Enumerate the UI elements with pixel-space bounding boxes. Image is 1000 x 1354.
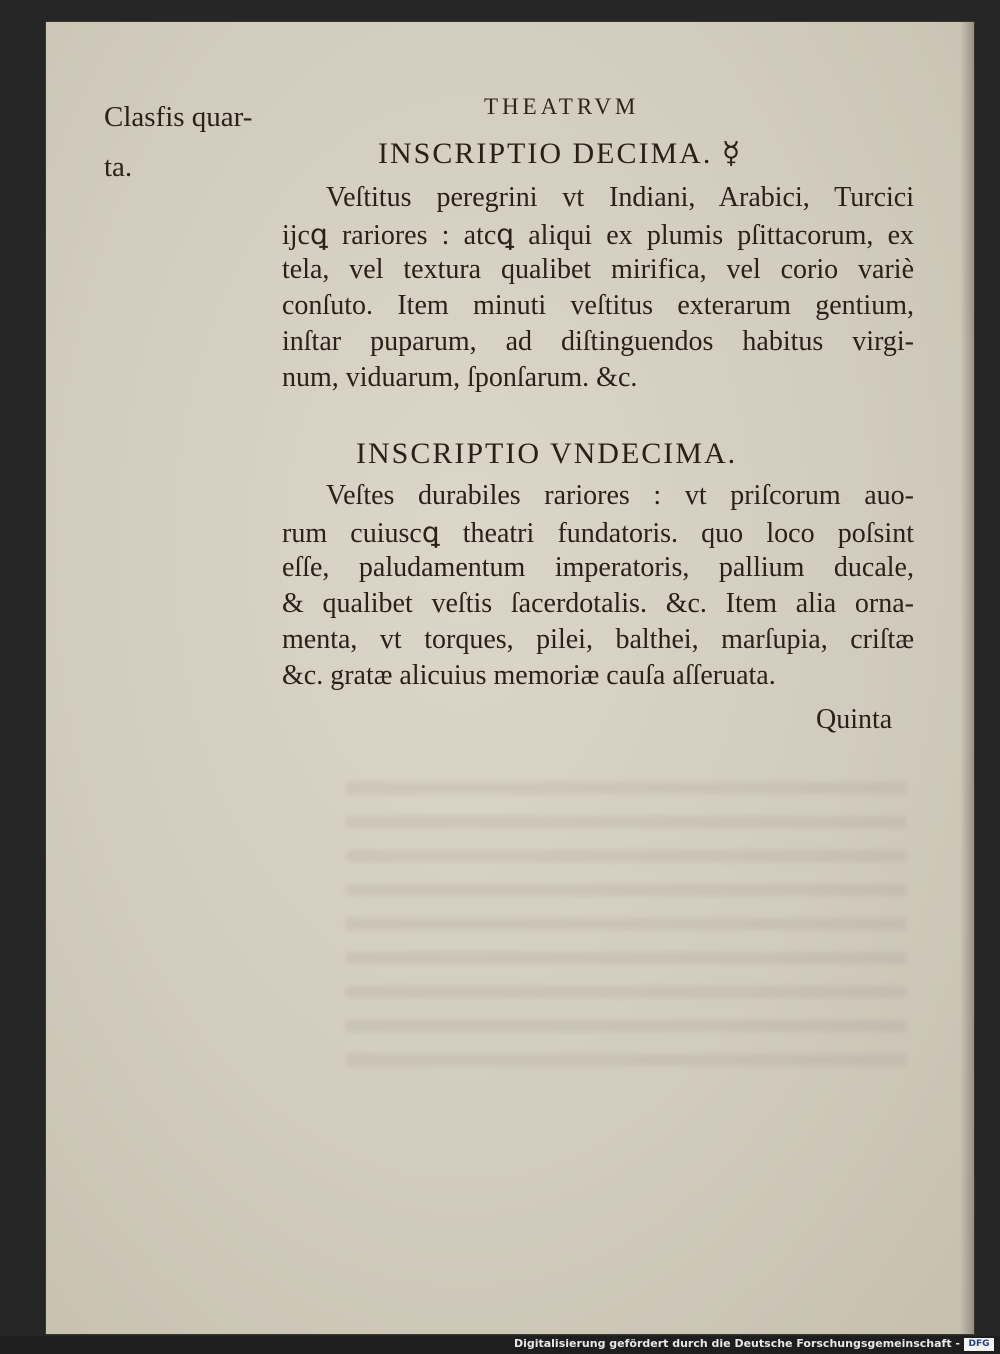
body-line: menta, vt torques, pilei, balthei, marſupia, criſtæ <box>282 624 914 655</box>
book-page <box>46 22 974 1334</box>
body-line: tela, vel textura qualibet mirifica, vel corio variè <box>282 254 914 285</box>
body-line: num, viduarum, ſponſarum. &c. <box>282 362 638 393</box>
body-line: eſſe, paludamentum imperatoris, pallium ducale, <box>282 552 914 583</box>
section-heading-decima: INSCRIPTIO DECIMA. ☿ <box>378 137 743 170</box>
dfg-logo-icon: DFG <box>964 1338 994 1351</box>
body-line: & qualibet veſtis ſacerdotalis. &c. Item alia orna- <box>282 588 914 619</box>
running-head: THEATRVM <box>484 94 640 119</box>
page-edge-shadow <box>960 22 974 1334</box>
section-heading-vndecima: INSCRIPTIO VNDECIMA. <box>356 437 738 470</box>
body-line: Veſtes durabiles rariores : vt priſcorum auo- <box>326 480 914 511</box>
margin-note <box>104 92 252 192</box>
margin-note-line-1: Clasfis quar- <box>104 101 253 133</box>
margin-note-line-2: ta. <box>104 151 133 183</box>
footer-credit: Digitalisierung gefördert durch die Deutsche Forschungsgemeinschaft - <box>513 1337 960 1350</box>
body-line: conſuto. Item minuti veſtitus exterarum gentium, <box>282 290 914 321</box>
body-line: &c. gratæ alicuius memoriæ cauſa aſſeruata. <box>282 660 776 691</box>
catchword: Quinta <box>816 704 893 735</box>
body-line: Veſtitus peregrini vt Indiani, Arabici, Turcici <box>326 182 914 213</box>
footer-bar <box>0 1336 1000 1354</box>
show-through-text <box>346 782 906 1072</box>
body-line: ijcꝗ rariores : atcꝗ aliqui ex plumis pſittacorum, ex <box>282 220 914 251</box>
body-line: inſtar puparum, ad diſtinguendos habitus virgi- <box>282 326 914 357</box>
body-line: rum cuiuscꝗ theatri fundatoris. quo loco poſsint <box>282 518 914 549</box>
